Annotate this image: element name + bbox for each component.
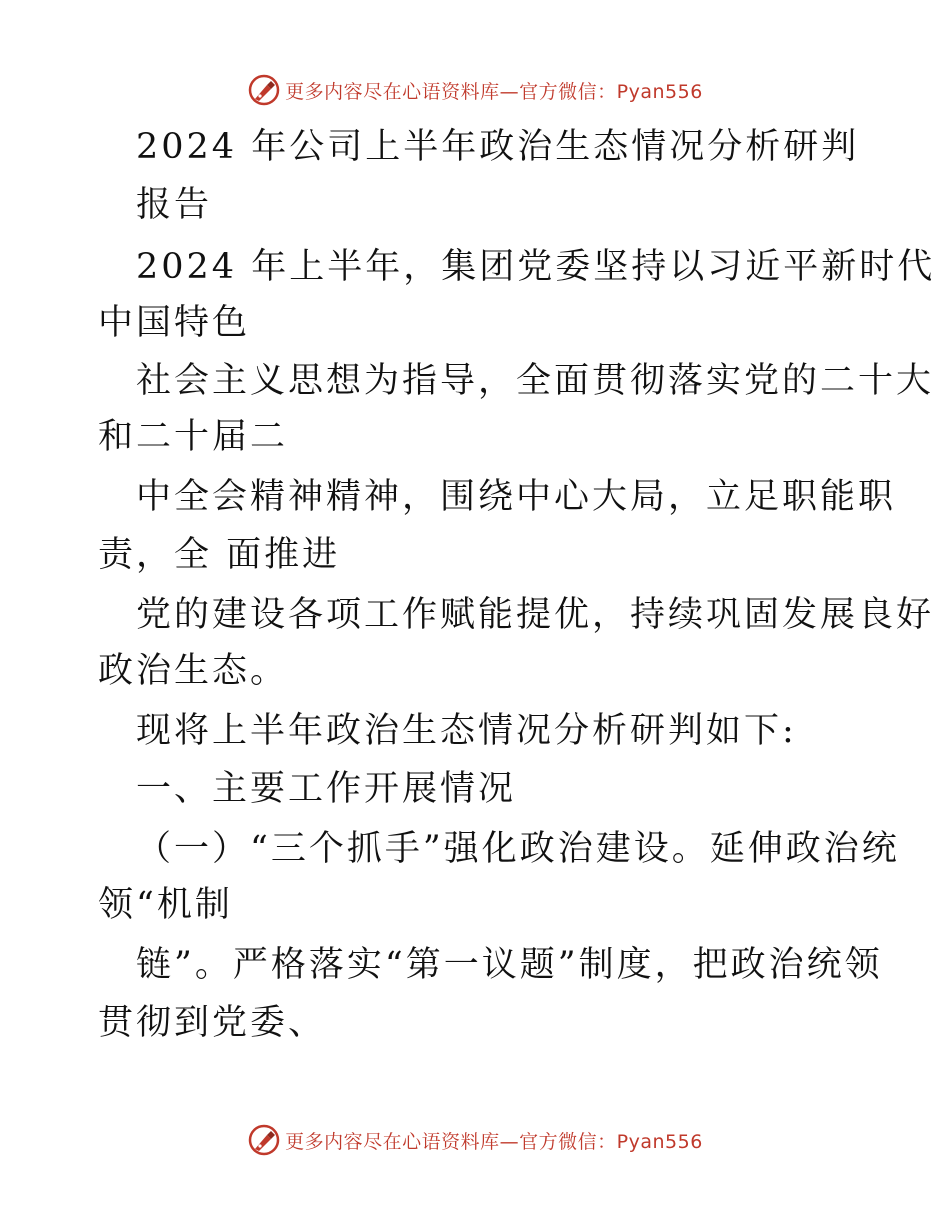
paragraph-line: 2024 年上半年，集团党委坚持以习近平新时代 bbox=[136, 247, 936, 287]
paragraph-line: 党的建设各项工作赋能提优，持续巩固发展良好 bbox=[136, 595, 935, 635]
paragraph-line: 社会主义思想为指导，全面贯彻落实党的二十大 bbox=[136, 361, 935, 401]
paragraph-line: （一）“三个抓手”强化政治建设。延伸政治统 bbox=[136, 829, 900, 869]
footer-banner-text: 更多内容尽在心语资料库—官方微信：Pyan556 bbox=[285, 1130, 703, 1153]
paragraph-line: 中国特色 bbox=[98, 303, 251, 343]
header-banner bbox=[0, 70, 950, 110]
paragraph-line: 责，全 面推进 bbox=[98, 535, 341, 575]
paragraph-line: 领“机制 bbox=[98, 885, 233, 925]
fountain-pen-logo-icon bbox=[247, 1123, 281, 1157]
section-heading: 一、主要工作开展情况 bbox=[136, 769, 517, 809]
paragraph-line: 中全会精神精神，围绕中心大局，立足职能职 bbox=[136, 477, 897, 517]
fountain-pen-logo-icon bbox=[247, 73, 281, 107]
paragraph-line: 现将上半年政治生态情况分析研判如下: bbox=[136, 711, 797, 751]
doc-title-line-1: 2024 年公司上半年政治生态情况分析研判 bbox=[136, 127, 860, 167]
paragraph-line: 链”。严格落实“第一议题”制度，把政治统领 bbox=[136, 945, 883, 985]
doc-title-line-2: 报告 bbox=[136, 185, 213, 225]
header-banner-text: 更多内容尽在心语资料库—官方微信：Pyan556 bbox=[285, 80, 703, 103]
paragraph-line: 贯彻到党委、 bbox=[98, 1003, 327, 1043]
paragraph-line: 和二十届二 bbox=[98, 417, 289, 457]
paragraph-line: 政治生态。 bbox=[98, 651, 289, 691]
footer-banner bbox=[0, 1120, 950, 1160]
